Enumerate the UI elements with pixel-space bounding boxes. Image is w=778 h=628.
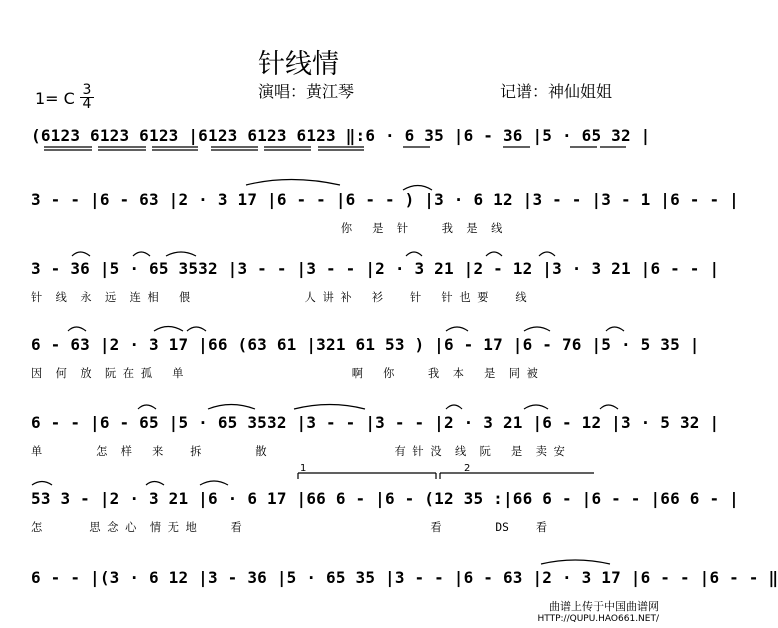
score-line-lyrics: 怎 思 念 心 情 无 地 看 看 DS 看 (31, 521, 548, 534)
score-line-lyrics: 单 怎 样 来 拆 散 有 针 没 线 阮 是 卖 安 (31, 445, 565, 458)
site-watermark (537, 601, 659, 625)
score-line-notes: (6123 6123 6123 |6123 6123 6123 ‖:6 · 6 35 |6 - 36 |5 · 65 32 | (31, 126, 651, 145)
page-title: 针线情 (258, 49, 339, 80)
score-line-notes: 6 - - |6 - 65 |5 · 65 3532 |3 - - |3 - - |2 · 3 21 |6 - 12 |3 · 5 32 | (31, 413, 720, 432)
time-signature-bottom: 4 (82, 96, 92, 112)
score-line-notes: 3 - 36 |5 · 65 3532 |3 - - |3 - - |2 · 3 21 |2 - 12 |3 · 3 21 |6 - - | (31, 259, 720, 278)
svg-text:1: 1 (300, 463, 307, 474)
singer-credit: 演唱：黄江琴 (258, 82, 355, 101)
time-signature-top: 3 (80, 84, 94, 98)
svg-text:2: 2 (464, 463, 471, 474)
score-line-notes: 6 - 63 |2 · 3 17 |66 (63 61 |321 61 53 ) |6 - 17 |6 - 76 |5 · 5 35 | (31, 335, 700, 354)
site-watermark-line2: HTTP://QUPU.HAO661.NET/ (537, 614, 659, 624)
score-line-notes: 53 3 - |2 · 3 21 |6 · 6 17 |66 6 - |6 - (12 35 :|66 6 - |6 - - |66 6 - | (31, 489, 739, 508)
score-line-notes: 3 - - |6 - 63 |2 · 3 17 |6 - - |6 - - ) |3 · 6 12 |3 - - |3 - 1 |6 - - | (31, 190, 739, 209)
site-watermark-line1: 曲谱上传于中国曲谱网 (549, 600, 659, 613)
score-line-lyrics: 因 何 放 阮 在 孤 单 啊 你 我 本 是 同 被 (31, 367, 538, 380)
key-signature: 1= C (35, 89, 75, 108)
notator-credit: 记谱：神仙姐姐 (500, 82, 613, 101)
score-line-lyrics: 针 线 永 远 连 相 偎 人 讲 补 衫 针 针 也 要 线 (31, 291, 527, 304)
score-line-lyrics: 你 是 针 我 是 线 (31, 222, 503, 235)
score-line-notes: 6 - - |(3 · 6 12 |3 - 36 |5 · 65 35 |3 - - |6 - 63 |2 · 3 17 |6 - - |6 - - ‖ (31, 568, 778, 587)
